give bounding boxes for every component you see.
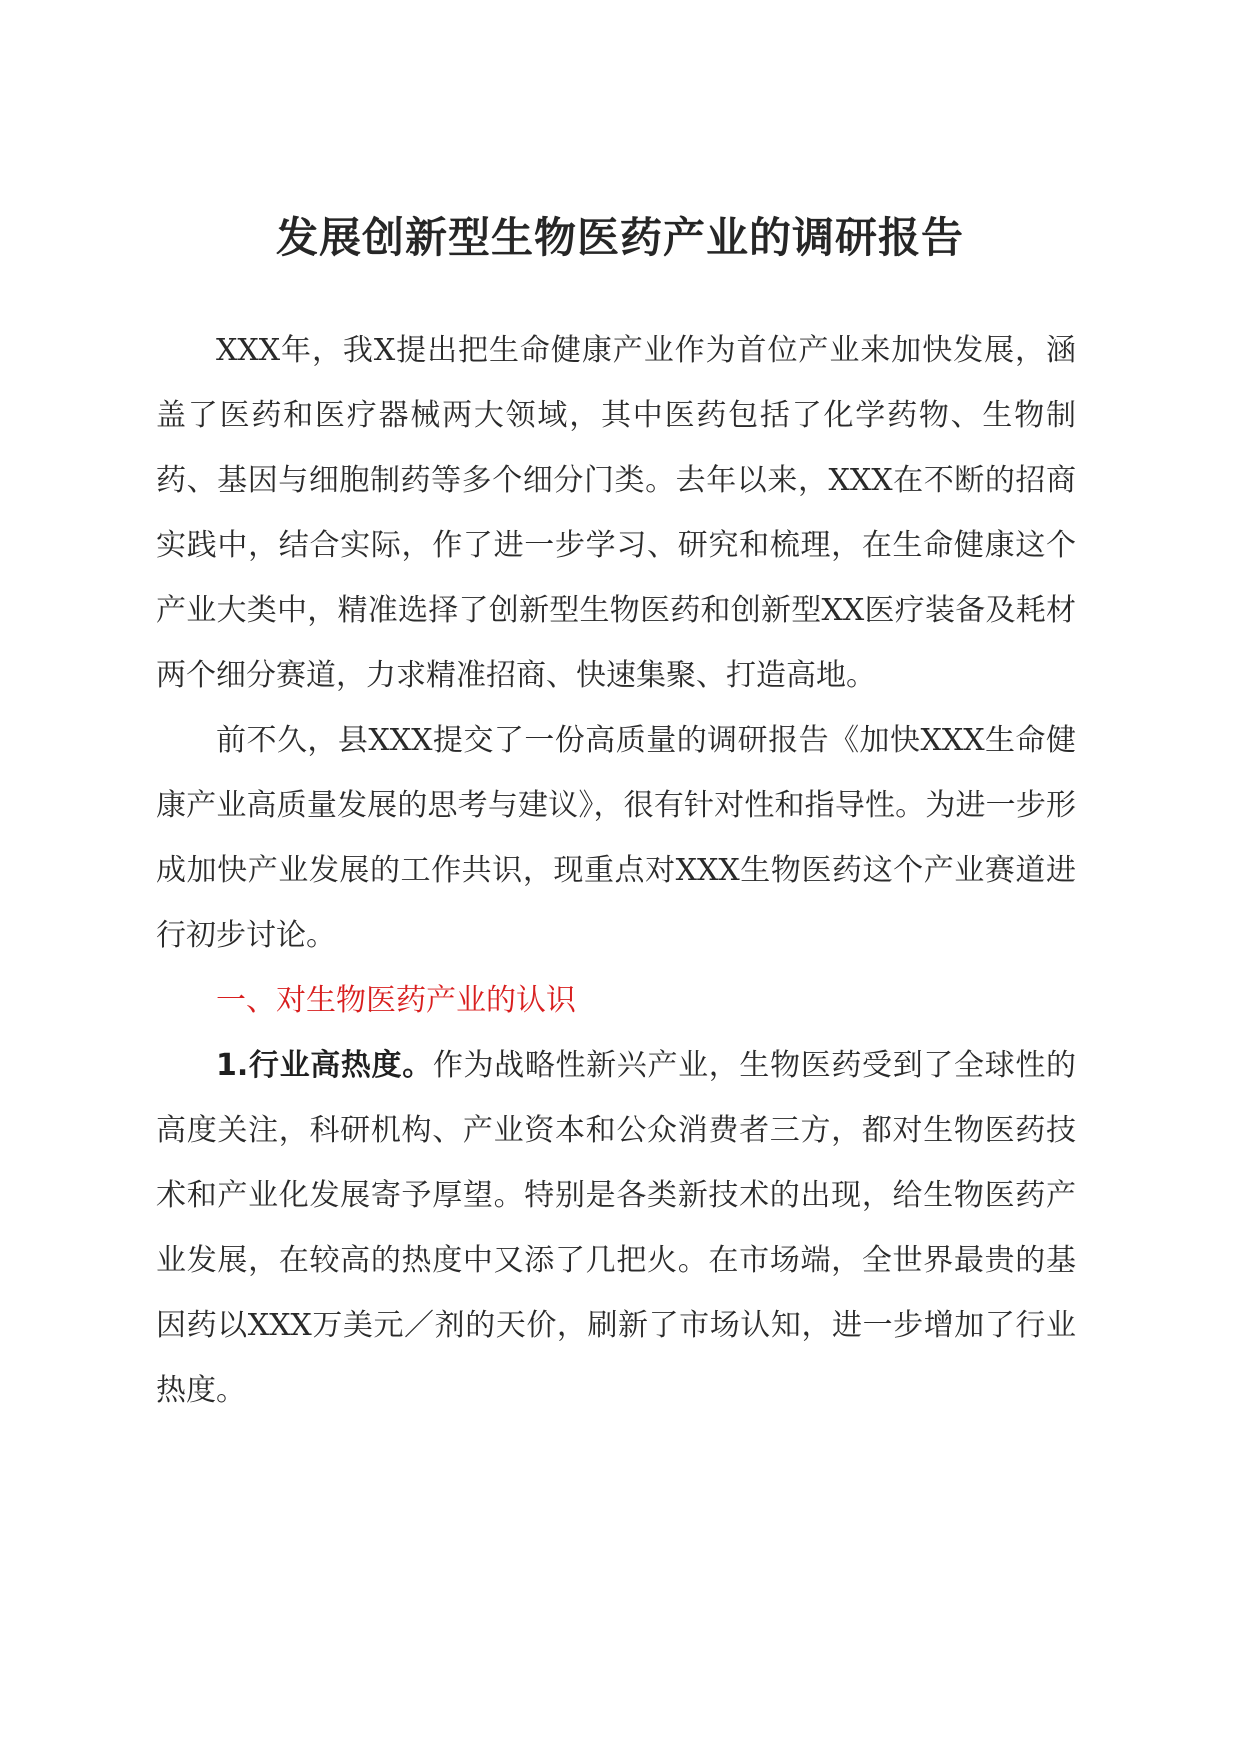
paragraph-report: 前不久，县XXX提交了一份高质量的调研报告《加快XXX生命健康产业高质量发展的思考与建议》，很有针对性和指导性。为进一步形成加快产业发展的工作共识，现重点对XXX生物医药这个产业赛道进行初步讨论。 xyxy=(156,723,1076,953)
paragraph-point-1 xyxy=(156,1033,1076,1423)
document-title: 发展创新型生物医药产业的调研报告 xyxy=(275,213,964,262)
paragraph-intro: XXX年，我X提出把生命健康产业作为首位产业来加快发展，涵盖了医药和医疗器械两大领域，其中医药包括了化学药物、生物制药、基因与细胞制药等多个细分门类。去年以来，XXX在不断的招商实践中，结合实际，作了进一步学习、研究和梳理，在生命健康这个产业大类中，精准选择了创新型生物医药和创新型XX医疗装备及耗材两个细分赛道，力求精准招商、快速集聚、打造高地。 xyxy=(156,333,1076,693)
section-heading: 一、对生物医药产业的认识 xyxy=(216,983,576,1018)
point-1-lead: 1.行业高热度。 xyxy=(216,1048,433,1083)
document-body xyxy=(156,318,1076,1423)
point-1-text: 作为战略性新兴产业，生物医药受到了全球性的高度关注，科研机构、产业资本和公众消费者三方，都对生物医药技术和产业化发展寄予厚望。特别是各类新技术的出现，给生物医药产业发展，在较高的热度中又添了几把火。在市场端，全世界最贵的基因药以XXX万美元／剂的天价，刷新了市场认知，进一步增加了行业热度。 xyxy=(156,1048,1076,1408)
